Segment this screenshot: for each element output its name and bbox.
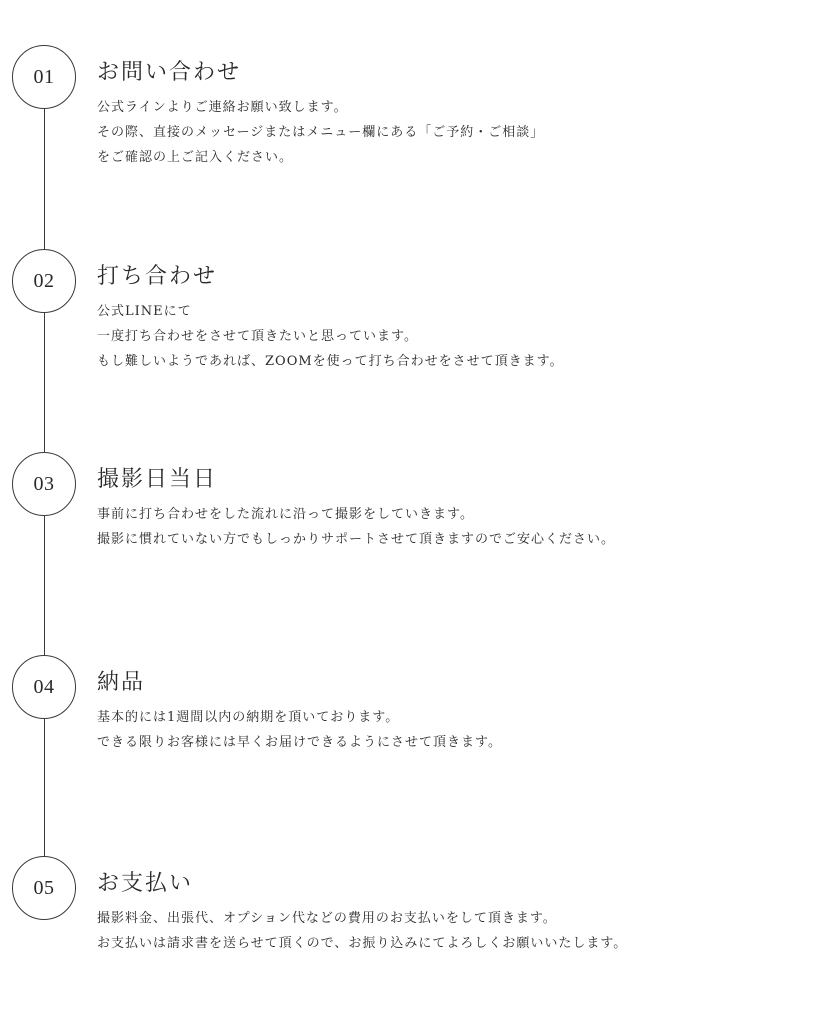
step-title: 撮影日当日: [97, 467, 218, 492]
step-description: [97, 299, 564, 374]
step-description-line: 撮影料金、出張代、オプション代などの費用のお支払いをして頂きます。: [97, 911, 557, 926]
step-description-line: もし難しいようであれば、ZOOMを使って打ち合わせをさせて頂きます。: [97, 354, 564, 369]
step-title: お問い合わせ: [97, 60, 242, 85]
step-number-badge: 02: [12, 249, 76, 313]
step-title: お支払い: [97, 871, 194, 896]
step-description-line: その際、直接のメッセージまたはメニュー欄にある「ご予約・ご相談」: [97, 125, 545, 140]
step-description: [97, 95, 544, 170]
step-description-line: をご確認の上ご記入ください。: [97, 150, 294, 165]
step-description: [97, 705, 502, 755]
step-number-badge: 01: [12, 45, 76, 109]
step-number-badge: 03: [12, 452, 76, 516]
step-description: [97, 502, 615, 552]
step-description-line: できる限りお客様には早くお届けできるようにさせて頂きます。: [97, 735, 502, 750]
step-number-badge: 04: [12, 655, 76, 719]
step-description-line: 公式ラインよりご連絡お願い致します。: [97, 100, 348, 115]
step-description-line: 一度打ち合わせをさせて頂きたいと思っています。: [97, 329, 418, 344]
step-title: 納品: [97, 670, 146, 695]
step-title: 打ち合わせ: [97, 264, 218, 289]
step-description-line: 撮影に慣れていない方でもしっかりサポートさせて頂きますのでご安心ください。: [97, 532, 616, 547]
step-description-line: 事前に打ち合わせをした流れに沿って撮影をしていきます。: [97, 507, 474, 522]
step-number-badge: 05: [12, 856, 76, 920]
step-description-line: 基本的には1週間以内の納期を頂いております。: [97, 710, 400, 725]
step-description: [97, 906, 627, 956]
step-description-line: お支払いは請求書を送らせて頂くので、お振り込みにてよろしくお願いいたします。: [97, 936, 628, 951]
step-description-line: 公式LINEにて: [97, 304, 192, 319]
